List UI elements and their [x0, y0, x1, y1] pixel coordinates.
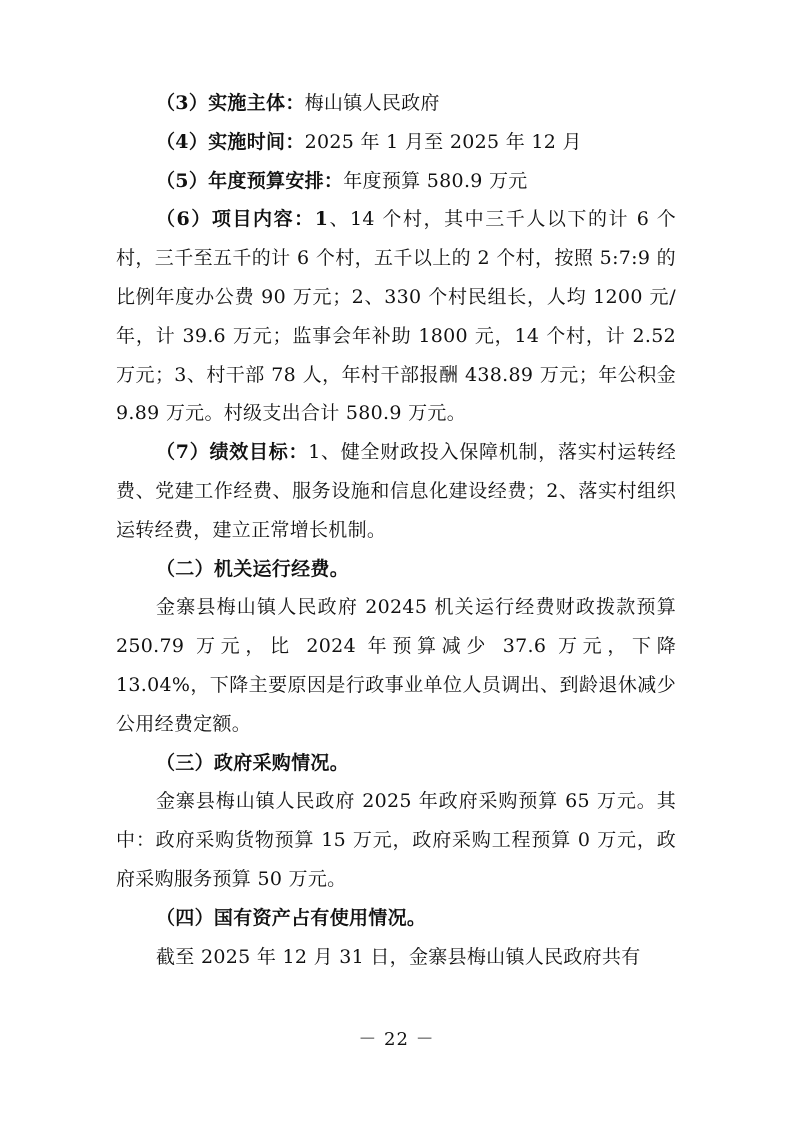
item-7-performance-goals — [116, 433, 676, 549]
section-body-state-assets: 截至 2025 年 12 月 31 日，金寨县梅山镇人民政府共有 — [156, 945, 641, 968]
section-heading-government-procurement: （三）政府采购情况。 — [156, 751, 350, 774]
section-heading-operating-expenses: （二）机关运行经费。 — [156, 557, 350, 580]
item-4-implementing-period — [116, 123, 676, 162]
item-5-label: （5）年度预算安排： — [156, 169, 344, 192]
item-6-project-content — [116, 200, 676, 433]
item-3-text: 梅山镇人民政府 — [304, 92, 440, 114]
item-6-text: 、14 个村，其中三千人以下的计 6 个村，三千至五千的计 6 个村，五千以上的 2 个村，按照 5:7:9 的比例年度办公费 90 万元；2、330 个村民组长，人均 1200 元/年，计 39.6 万元；监事会年补助 1800 元，14 个村，计 2.52 万元；3、村干部 78 人，年村干部报酬 438.89 万元；年公积金 9.89 万元。村级支出合计 580.9 万元。 — [116, 208, 676, 425]
item-5-text: 年度预算 580.9 万元 — [343, 169, 528, 192]
item-4-label: （4）实施时间： — [156, 130, 305, 153]
item-6-label: （6）项目内容： — [156, 208, 315, 231]
page-number: － 22 － — [358, 1029, 435, 1050]
item-5-annual-budget — [116, 162, 676, 201]
item-6-first-number: 1 — [314, 208, 329, 231]
item-4-text: 2025 年 1 月至 2025 年 12 月 — [304, 130, 582, 153]
item-7-text: 1、健全财政投入保障机制，落实村运转经费、党建工作经费、服务设施和信息化建设经费；2、落实村组织运转经费，建立正常增长机制。 — [116, 441, 676, 541]
section-body-operating-expenses: 金寨县梅山镇人民政府 20245 机关运行经费财政拨款预算 250.79 万元，比 2024 年预算减少 37.6 万元，下降 13.04%，下降主要原因是行政事业单位人员调出、到龄退休减少公用经费定额。 — [116, 596, 676, 735]
section-body-government-procurement: 金寨县梅山镇人民政府 2025 年政府采购预算 65 万元。其中：政府采购货物预算 15 万元，政府采购工程预算 0 万元，政府采购服务预算 50 万元。 — [116, 790, 676, 890]
section-heading-state-assets: （四）国有资产占有使用情况。 — [156, 906, 427, 929]
item-3-label: （3）实施主体： — [156, 92, 305, 114]
page-content — [116, 84, 676, 976]
item-3-implementing-body — [116, 84, 676, 123]
item-7-label: （7）绩效目标： — [156, 441, 309, 464]
